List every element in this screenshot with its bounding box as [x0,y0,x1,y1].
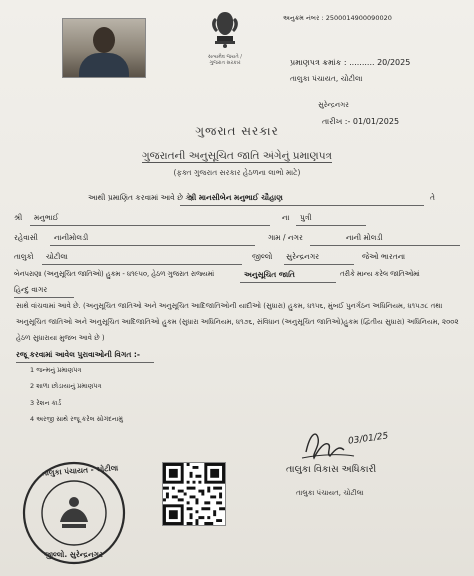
certify-prefix: આથી પ્રમાણિત કરવામાં આવે છે કે, [88,193,194,202]
subcaste-value: હિન્દુ વાગર [14,285,48,294]
officer-office: તાલુકા પંચાયત, ચોટીલા [296,489,364,497]
document-item: 2 શાળા છોડાયાનું પ્રમાણપત્ર [30,382,102,390]
village-value: નાની મોલડી [346,233,383,242]
document-item: 1 જન્મનું પ્રમાણપત્ર [30,366,82,374]
certificate-title: ગુજરાતની અનુસૂચિત જાતિ અંગેનું પ્રમાણપત્ર [142,150,332,162]
applicant-photo [62,18,146,78]
holder-name: શ્રી માનસીબેન મનુભાઈ ચૌહાણ [188,193,283,202]
district-header: સુરેન્દ્રનગર [318,101,349,109]
document-item: 3 રેશન કાર્ડ [30,399,62,407]
document-item: 4 અરજી સાથે રજૂ કરેલ સોગંદનામું [30,415,123,423]
certificate-note: (ફક્ત ગુજરાત સરકાર હેઠળના લાભો માટે) [173,168,301,177]
issue-date: તારીખ :- 01/01/2025 [322,117,400,126]
certificate-number: પ્રમાણપત્ર ક્રમાંક : .......... 20/2025 [290,58,411,67]
na-text: ના [282,213,290,222]
documents-heading: રજૂ કરવામાં આવેલ પુરાવાઓની વિગત :- [16,350,141,359]
caste-value: અનુસૂચિત જાતિ [244,270,295,279]
father-name: મનુભાઈ [34,213,59,222]
national-emblem-icon [203,8,247,58]
serial-number: અનુક્રમ નંબર : 2500014900090020 [283,14,392,22]
officer-signature [292,424,388,464]
village-label: ગામ / નગર [268,233,303,242]
issuing-office: તાલુકા પંચાયત, ચોટીલા [290,74,363,83]
resident-label: રહેવાસી [14,233,38,242]
district-value: સુરેન્દ્રનગર [286,252,320,261]
qr-code [162,462,226,526]
shri-label: શ્રી [14,213,23,222]
recognized-text: તરીકે માન્ય કરેલ જાતિઓમાં [340,270,420,278]
district-label: જીલ્લો [252,252,273,261]
te-text: તે [430,193,435,202]
seal-top-text: તાલુકા પંચાયત - ચોટીલા [41,463,119,478]
taluka-label: તાલુકો [14,252,34,261]
resident-value: નાનીમોલડી [54,233,89,242]
putri-text: પુત્રી [300,213,312,222]
signature-date: 03/01/25 [347,431,389,447]
taluka-value: ચોટીલા [46,252,68,261]
officer-title: તાલુકા વિકાસ અધિકારી [286,464,377,475]
seal-bottom-text: જીલ્લો. સુરેન્દ્રનગર [44,550,103,559]
legal-paragraph: સાથે વાંચવામાં આવે છે. (અનુસૂચિત જાતિઓ અને અનુસૂચિત આદિજાતિઓની યાદીઓ (સુધારા) હુકમ, ધ૧૫૬, મુંબઈ પુનર્ગઠન અધિનિયમ, ધ૧૫૭૮ તથા અનુસૂચિત જાતિઓ અને અનુસૂચિત આદિજાતિઓ હુકમ (સુધારા અધિનિયમ, ધ૧૭૬, સંવિધાન (અનુસૂચિત જાતિઓ)હુકમ (દ્વિતીય સુધારા) અધિનિયમ, ૨૦૦૨ હેઠળ સુધારાયા મુજબ આવે છે ) [16,302,459,342]
order-text: બેનપરાણા (અનુસૂચિત જાતિઓ) હુકમ - ધ૧૯૫૦, હેઠળ ગુજરાત રાજ્યમાં [14,270,215,278]
emblem-caption: સત્યમેવ જયતે / ગુજરાત સરકાર [208,54,242,66]
government-title: ગુજરાત સરકાર [195,124,279,138]
state-text: જેઓ ભારતના [362,252,406,261]
